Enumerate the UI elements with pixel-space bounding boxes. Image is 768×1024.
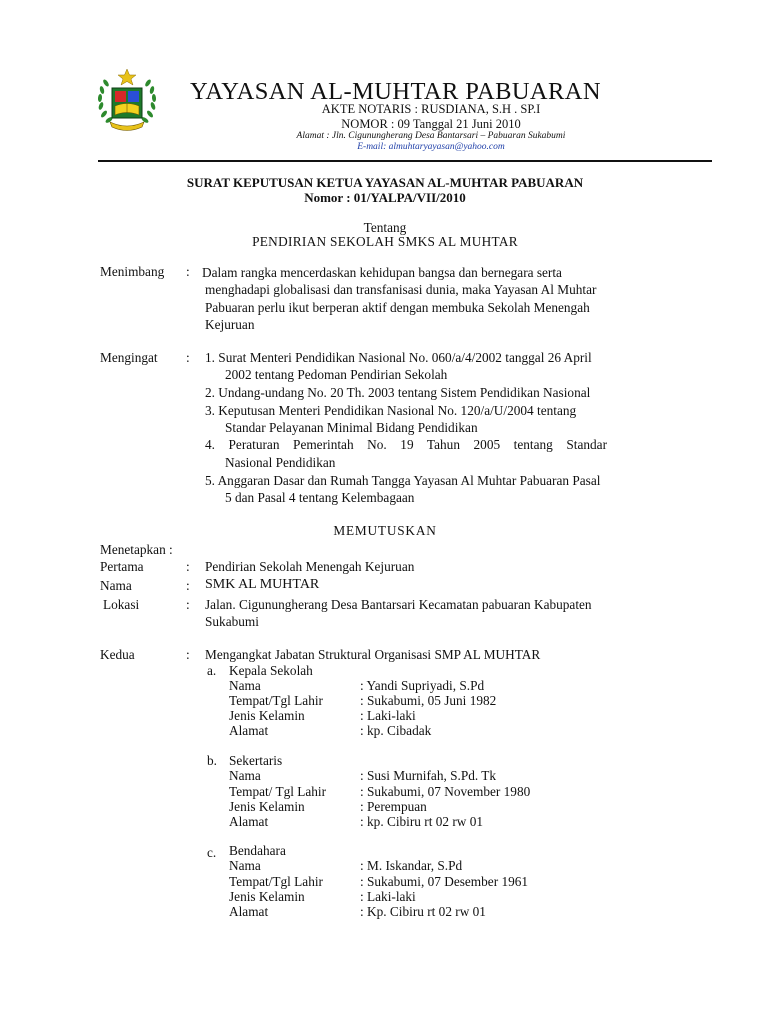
mengingat-item: 2. Undang-undang No. 20 Th. 2003 tentang Sistem Pendidikan Nasional — [205, 385, 591, 400]
lokasi-label: Lokasi — [103, 597, 140, 612]
field-value: : Sukabumi, 05 Juni 1982 — [360, 693, 497, 708]
mengingat-item-cont: 5 dan Pasal 4 tentang Kelembagaan — [225, 490, 415, 505]
field-label: Alamat — [229, 904, 269, 919]
menimbang-line: menghadapi globalisasi dan transfanisasi dunia, maka Yayasan Al Muhtar — [205, 282, 597, 297]
mengingat-item-cont: Standar Pelayanan Minimal Bidang Pendidikan — [225, 420, 478, 435]
field-value: : Kp. Cibiru rt 02 rw 01 — [360, 904, 486, 919]
field-value: : Susi Murnifah, S.Pd. Tk — [360, 768, 497, 783]
decree-subject: PENDIRIAN SEKOLAH SMKS AL MUHTAR — [252, 234, 518, 249]
menimbang-text-cont — [205, 281, 669, 334]
field-value: : Perempuan — [360, 799, 427, 814]
menimbang-line: Kejuruan — [205, 317, 255, 332]
menetapkan-label: Menetapkan : — [100, 542, 173, 557]
field-value: : Laki-laki — [360, 889, 416, 904]
kedua-colon: : — [186, 647, 190, 662]
mengingat-item: 5. Anggaran Dasar dan Rumah Tangga Yayasan Al Muhtar Pabuaran Pasal — [205, 473, 601, 488]
field-label: Jenis Kelamin — [229, 889, 305, 904]
field-value: : Laki-laki — [360, 708, 416, 723]
mengingat-item: 3. Keputusan Menteri Pendidikan Nasional No. 120/a/U/2004 tentang — [205, 403, 577, 418]
field-label: Nama — [229, 678, 261, 693]
lokasi-value: Jalan. Cigunungherang Desa Bantarsari Kecamatan pabuaran Kabupaten — [205, 597, 592, 612]
kedua-value: Mengangkat Jabatan Struktural Organisasi SMP AL MUHTAR — [205, 647, 541, 662]
menimbang-colon: : — [186, 264, 190, 279]
tentang-label: Tentang — [363, 220, 407, 235]
field-label: Alamat — [229, 723, 269, 738]
officer-letter: a. — [207, 663, 217, 678]
menimbang-line: Pabuaran perlu ikut berperan aktif dengan membuka Sekolah Menengah — [205, 299, 590, 315]
organization-address: Alamat : Jln. Cigunungherang Desa Bantarsari – Pabuaran Sukabumi — [296, 131, 566, 141]
decree-number: Nomor : 01/YALPA/VII/2010 — [304, 190, 466, 205]
field-label: Jenis Kelamin — [229, 799, 305, 814]
officer-role: Bendahara — [229, 843, 286, 858]
decree-title: SURAT KEPUTUSAN KETUA YAYASAN AL-MUHTAR PABUARAN — [186, 175, 584, 190]
mengingat-item-cont: Nasional Pendidikan — [225, 455, 336, 470]
menimbang-line: Dalam rangka mencerdaskan kehidupan bangsa dan bernegara serta — [202, 265, 562, 280]
field-value: : M. Iskandar, S.Pd — [360, 858, 463, 873]
organization-name: YAYASAN AL-MUHTAR PABUARAN — [190, 78, 601, 105]
field-label: Jenis Kelamin — [229, 708, 305, 723]
lokasi-colon: : — [186, 597, 190, 612]
yayasan-logo — [92, 66, 162, 138]
field-label: Alamat — [229, 814, 269, 829]
pertama-colon: : — [186, 559, 190, 574]
mengingat-item-cont: 2002 tentang Pedoman Pendirian Sekolah — [225, 367, 448, 382]
mengingat-item: 4. Peraturan Pemerintah No. 19 Tahun 2005 tentang Standar — [205, 437, 607, 452]
field-value: : Sukabumi, 07 Desember 1961 — [360, 874, 529, 889]
menimbang-label: Menimbang — [100, 264, 165, 279]
officer-letter: c. — [207, 845, 217, 860]
mengingat-colon: : — [186, 350, 190, 365]
akte-notaris: AKTE NOTARIS : RUSDIANA, S.H . SP.I — [321, 102, 541, 116]
organization-email: E-mail: almuhtaryayasan@yahoo.com — [357, 142, 505, 152]
memutuskan-heading: MEMUTUSKAN — [333, 523, 437, 538]
field-value: : Sukabumi, 07 November 1980 — [360, 784, 531, 799]
pertama-label: Pertama — [100, 559, 144, 574]
kedua-label: Kedua — [100, 647, 135, 662]
field-label: Nama — [229, 768, 261, 783]
field-label: Tempat/Tgl Lahir — [229, 693, 323, 708]
nama-colon: : — [186, 578, 190, 593]
mengingat-item: 1. Surat Menteri Pendidikan Nasional No. 060/a/4/2002 tanggal 26 April — [205, 350, 592, 365]
pertama-value: Pendirian Sekolah Menengah Kejuruan — [205, 559, 415, 574]
field-label: Tempat/Tgl Lahir — [229, 874, 323, 889]
letterhead-divider — [98, 160, 712, 162]
field-value: : kp. Cibiru rt 02 rw 01 — [360, 814, 483, 829]
nama-label: Nama — [100, 578, 132, 593]
field-value: : kp. Cibadak — [360, 723, 432, 738]
field-label: Nama — [229, 858, 261, 873]
akte-nomor: NOMOR : 09 Tanggal 21 Juni 2010 — [341, 117, 521, 131]
field-value: : Yandi Supriyadi, S.Pd — [360, 678, 485, 693]
field-label: Tempat/ Tgl Lahir — [229, 784, 327, 799]
officer-role: Kepala Sekolah — [229, 663, 313, 678]
officer-letter: b. — [207, 753, 217, 768]
mengingat-label: Mengingat — [100, 350, 158, 365]
lokasi-value-cont: Sukabumi — [205, 614, 259, 629]
menimbang-text — [202, 264, 668, 282]
officer-role: Sekertaris — [229, 753, 283, 768]
nama-value: SMK AL MUHTAR — [205, 577, 320, 592]
